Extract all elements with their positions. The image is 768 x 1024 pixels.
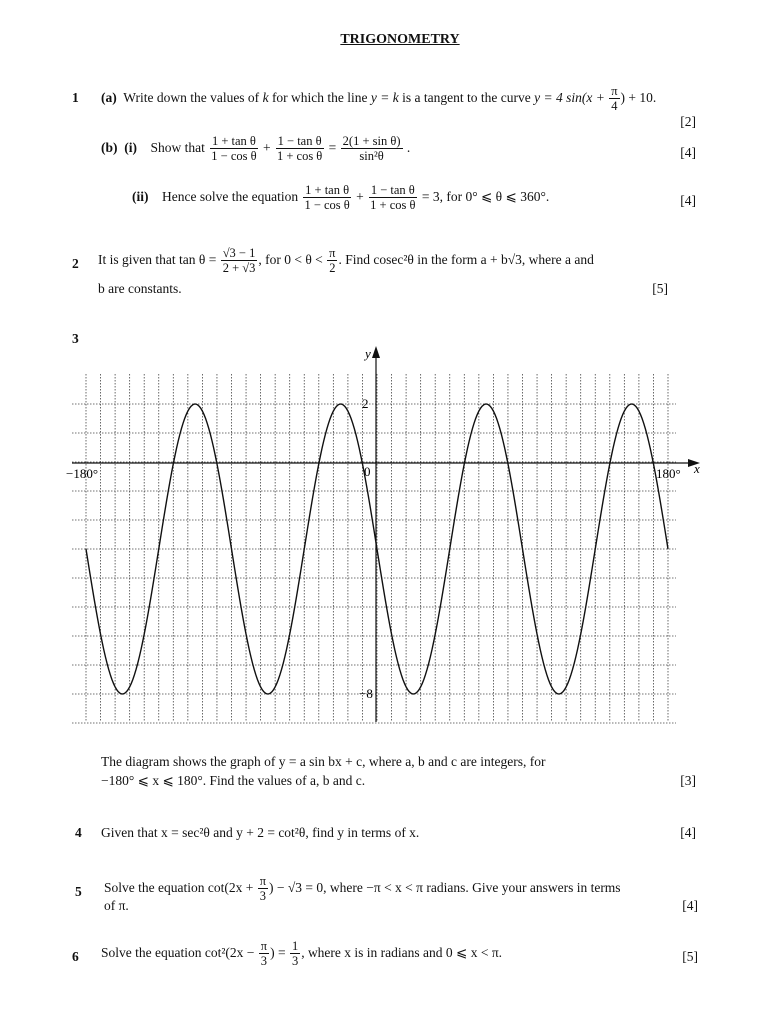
q1bii-f1-den: 1 − cos θ [304, 198, 350, 213]
x-axis-label: x [694, 461, 700, 476]
y-axis-arrow [372, 346, 380, 358]
q1a-four: 4 [611, 99, 618, 114]
q2-f-den: 2 + √3 [222, 261, 256, 276]
q1bi-marks: [4] [680, 145, 696, 160]
q1bi-f1-den: 1 − cos θ [211, 149, 257, 164]
q1bi-f3-num: 2(1 + sin θ) [342, 134, 401, 148]
q1bi-f2-den: 1 + cos θ [276, 149, 323, 164]
q1a-text-1: Write down the values of [123, 89, 263, 105]
q5-number: 5 [75, 884, 82, 899]
q1bi-f3-den: sin²θ [359, 149, 384, 164]
q6-pi-over-3 [259, 939, 269, 969]
q4-marks: [4] [680, 825, 696, 840]
q1bi-fraction-2 [275, 134, 324, 164]
q1bi-text [101, 134, 410, 164]
y-tick-label-min: −8 [359, 686, 373, 701]
q5-pi-over-3 [258, 874, 268, 904]
q1a-curve-pre: y = 4 sin(x + [534, 89, 609, 105]
x-tick-label-min: −180° [66, 466, 99, 481]
q1-number: 1 [72, 90, 79, 105]
q1bi-label: (i) [124, 139, 137, 155]
q2-marks: [5] [652, 281, 668, 296]
q5-marks: [4] [682, 898, 698, 913]
q1a-pi-over-4 [609, 84, 619, 114]
q1bii-intro: Hence solve the equation [162, 188, 299, 204]
q1bi-f1-num: 1 + tan θ [211, 134, 256, 148]
q1bi-fraction-1 [209, 134, 258, 164]
q6-one-third [290, 939, 300, 969]
q2-f-num: √3 − 1 [222, 246, 256, 260]
q6-text-2: ) = [270, 944, 286, 960]
q2-pi: π [329, 246, 336, 260]
q1bii-fraction-2 [368, 183, 417, 213]
q5-pi: π [259, 874, 267, 888]
q3-number: 3 [72, 331, 79, 346]
q1bii-f1-num: 1 + tan θ [305, 183, 350, 197]
q6-text-1: Solve the equation cot²(2x − [101, 944, 255, 960]
q2-fraction [221, 246, 258, 276]
q5-text [104, 874, 621, 904]
q2-text-2: , for 0 < θ < [258, 251, 323, 267]
q6-number: 6 [72, 949, 79, 964]
q1bii-fraction-1 [302, 183, 351, 213]
origin-label: 0 [364, 464, 371, 479]
q2-text [98, 246, 594, 276]
q1b-label: (b) [101, 139, 118, 155]
q1a-pi: π [611, 84, 618, 98]
q3-text-line2: −180° ⩽ x ⩽ 180°. Find the values of a, b and c. [101, 773, 366, 788]
q6-pi: π [260, 939, 268, 953]
graph-grid [72, 374, 676, 723]
q2-two: 2 [329, 261, 336, 276]
q6-three-b: 3 [291, 954, 299, 969]
q1a-text-2: for which the line [268, 89, 371, 105]
q2-pi-over-2 [327, 246, 337, 276]
page-title: TRIGONOMETRY [340, 32, 460, 47]
q5-text-1: Solve the equation cot(2x + [104, 879, 254, 895]
q2-text-3: . Find cosec²θ in the form a + b√3, where a and [338, 251, 594, 267]
q5-three: 3 [259, 889, 266, 904]
q2-number: 2 [72, 256, 79, 271]
q1bii-f2-den: 1 + cos θ [370, 198, 416, 213]
q5-text-2: ) − √3 = 0, where −π < x < π radians. Give your answers in terms [269, 879, 621, 895]
q1bi-fraction-3 [341, 134, 403, 164]
q1a-text [101, 84, 656, 114]
q2-text-1: It is given that tan θ = [98, 251, 217, 267]
q1a-curve-post: ) + 10. [620, 89, 657, 105]
q6-text-3: , where x is in radians and 0 ⩽ x < π. [301, 944, 503, 960]
q1bii-marks: [4] [680, 193, 696, 208]
q1bii-label: (ii) [132, 188, 149, 204]
q6-marks: [5] [682, 949, 698, 964]
q1bii-text [132, 183, 549, 213]
y-axis-label: y [365, 346, 371, 361]
q1bii-tail: = 3, for 0° ⩽ θ ⩽ 360°. [421, 188, 550, 204]
x-tick-label-max: 180° [656, 466, 681, 481]
q1a-line: y = k [370, 89, 399, 105]
q1bi-intro: Show that [150, 139, 205, 155]
q2-line2: b are constants. [98, 281, 182, 296]
q1a-k: k [262, 89, 269, 105]
q6-one: 1 [291, 939, 299, 953]
q3-marks: [3] [680, 773, 696, 788]
q1bi-plus: + [262, 139, 271, 155]
q1bi-equals: = [328, 139, 337, 155]
q5-line2: of π. [104, 898, 129, 913]
q1bi-end: . [406, 139, 411, 155]
q1bi-f2-num: 1 − tan θ [277, 134, 322, 148]
q3-text-line1: The diagram shows the graph of y = a sin bx + c, where a, b and c are integers, for [101, 754, 546, 769]
q1a-label: (a) [101, 89, 117, 105]
q1bii-plus: + [356, 188, 364, 204]
q1a-marks: [2] [680, 114, 696, 129]
q3-graph [0, 340, 768, 740]
q4-number: 4 [75, 825, 82, 840]
q4-text: Given that x = sec²θ and y + 2 = cot²θ, find y in terms of x. [101, 825, 420, 840]
q6-text [101, 939, 502, 969]
q1a-text-3: is a tangent to the curve [398, 89, 535, 105]
y-tick-label-max: 2 [362, 396, 369, 411]
q6-three: 3 [260, 954, 268, 969]
q1bii-f2-num: 1 − tan θ [370, 183, 415, 197]
